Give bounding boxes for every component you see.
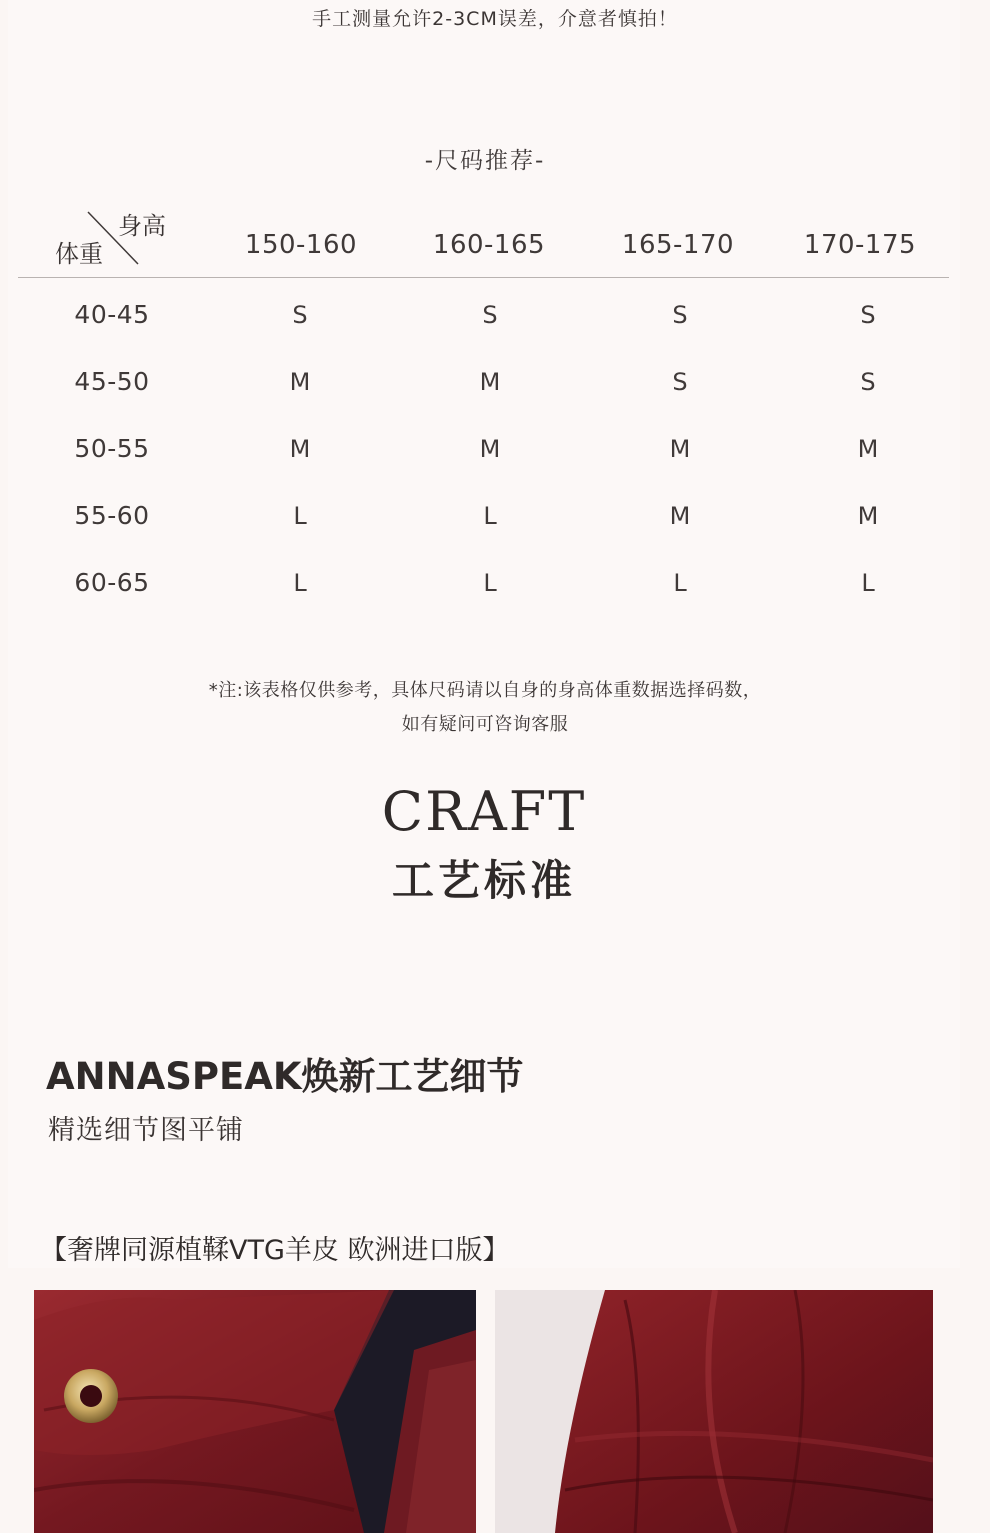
size-cell: L (293, 502, 307, 530)
brand-detail-subtitle: 精选细节图平铺 (48, 1115, 244, 1146)
craft-heading-cn: 工艺标准 (391, 856, 576, 905)
size-cell: S (482, 301, 498, 329)
column-header: 160-165 (432, 230, 546, 260)
size-cell: S (292, 301, 308, 329)
size-cell: M (857, 502, 879, 530)
weight-row-label: 40-45 (74, 300, 150, 329)
size-cell: M (289, 368, 311, 396)
weight-axis-label: 体重 (55, 240, 103, 268)
leather-detail-photo-left (34, 1290, 476, 1533)
size-cell: M (289, 435, 311, 463)
size-cell: L (673, 569, 687, 597)
size-cell: M (669, 435, 691, 463)
table-disclaimer-line1: *注:该表格仅供参考，具体尺码请以自身的身高体重数据选择码数， (208, 680, 762, 701)
size-cell: M (479, 368, 501, 396)
weight-row-label: 50-55 (74, 434, 150, 463)
column-header: 150-160 (244, 230, 358, 260)
size-cell: M (669, 502, 691, 530)
size-cell: S (860, 301, 876, 329)
size-cell: M (857, 435, 879, 463)
size-cell: L (861, 569, 875, 597)
column-header: 170-175 (803, 230, 917, 260)
height-axis-label: 身高 (118, 212, 166, 240)
craft-heading-en: CRAFT (381, 780, 587, 843)
weight-row-label: 45-50 (74, 367, 150, 396)
size-section-title: -尺码推荐- (424, 148, 546, 174)
size-cell: S (860, 368, 876, 396)
table-corner-header (52, 206, 182, 272)
brand-detail-title: ANNASPEAK焕新工艺细节 (46, 1055, 524, 1098)
material-label: 【奢牌同源植鞣VTG羊皮 欧洲进口版】 (40, 1235, 510, 1266)
weight-row-label: 55-60 (74, 501, 150, 530)
size-cell: L (293, 569, 307, 597)
table-header-divider (18, 277, 949, 278)
size-cell: S (672, 368, 688, 396)
weight-row-label: 60-65 (74, 568, 150, 597)
measurement-note: 手工测量允许2-3CM误差，介意者慎拍！ (312, 8, 678, 30)
size-cell: L (483, 569, 497, 597)
leather-sleeve-illustration (495, 1290, 933, 1533)
size-cell: L (483, 502, 497, 530)
leather-detail-photo-right (495, 1290, 933, 1533)
leather-collar-illustration (34, 1290, 476, 1533)
size-cell: S (672, 301, 688, 329)
column-header: 165-170 (621, 230, 735, 260)
size-cell: M (479, 435, 501, 463)
table-disclaimer-line2: 如有疑问可咨询客服 (401, 714, 569, 735)
